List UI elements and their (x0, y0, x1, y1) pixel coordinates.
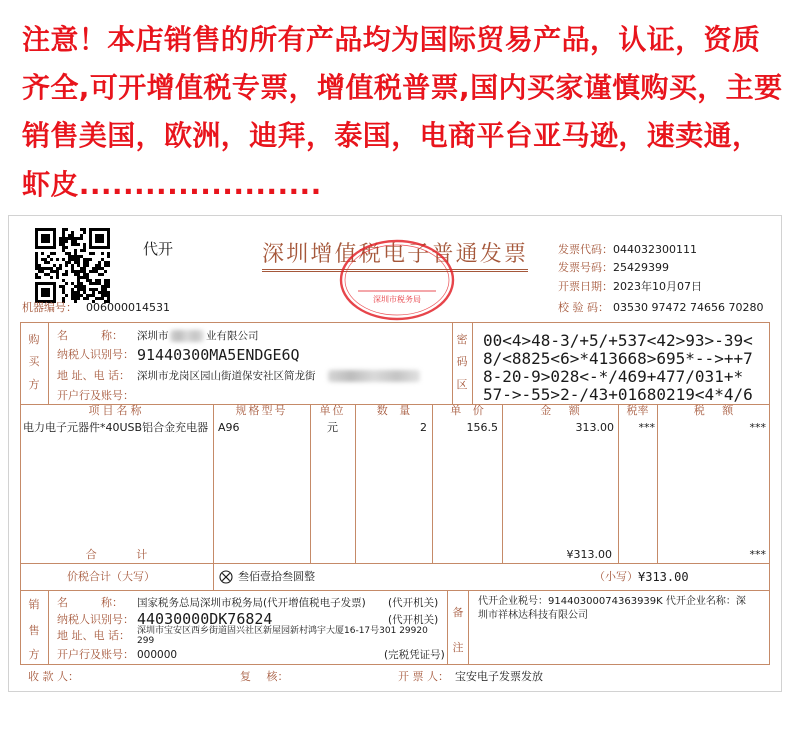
grand-total-figures: ¥313.00 (638, 570, 689, 584)
invoice-supervision-seal (338, 238, 456, 322)
check-code: 03530 97472 74656 70280 (613, 301, 764, 314)
cipher-section-label-char: 密 (456, 333, 468, 346)
invoice-number-label: 发票号码： (558, 261, 613, 274)
buyer-name-prefix: 深圳市 (137, 330, 169, 342)
seller-bank-label: 开户行及账号： (57, 648, 134, 661)
column-header-tax-amount: 税 额 (693, 404, 734, 417)
buyer-section-label-char: 方 (28, 378, 40, 391)
seal-inner-ring (345, 245, 449, 315)
seller-address-label: 地 址、电 话： (57, 629, 130, 642)
notice-line-3: 销售美国，欧洲，迪拜，泰国，电商平台亚马逊，速卖通， (22, 119, 761, 152)
cipher-line: 57->-55>2-/43+01680219<4*4/6 (483, 385, 753, 404)
subtotal-label: 合 计 (85, 548, 148, 561)
column-header-unit: 单位 (319, 404, 346, 417)
seller-section-label-char: 方 (28, 648, 40, 661)
buyer-name-suffix: 业有限公司 (206, 330, 259, 342)
machine-number-label: 机器编号： (22, 301, 77, 314)
remarks-section-label-char: 备 (452, 606, 464, 619)
remarks-section-label-char: 注 (452, 641, 464, 654)
seller-section-label-char: 销 (28, 598, 40, 611)
payee-label: 收 款 人： (28, 670, 79, 683)
seller-address-line: 299 (137, 636, 155, 646)
buyer-tax-id: 91440300MA5ENDGE6Q (137, 346, 300, 364)
remarks-line: 圳市祥林达科技有限公司 (478, 610, 588, 621)
column-header-tax-rate: 税率 (626, 404, 649, 417)
seller-name-label: 名 称： (57, 596, 123, 609)
item-tax-amount: *** (749, 421, 766, 434)
notice-line-2: 齐全,可开增值税专票，增值税普票,国内买家谨慎购买，主要 (22, 71, 783, 104)
reviewer-label: 复 核： (240, 670, 289, 683)
invoice-number: 25429399 (613, 261, 669, 274)
seller-tax-id-note: (代开机关) (388, 614, 439, 626)
machine-number: 006000014531 (86, 301, 170, 314)
notice-line-1: 注意！本店销售的所有产品均为国际贸易产品，认证，资质 (22, 23, 761, 56)
issue-date-label: 开票日期： (558, 280, 613, 293)
grand-total-in-words: 叁佰壹拾叁圆整 (238, 570, 315, 583)
buyer-section-label-char: 买 (28, 355, 40, 368)
seller-bank: 000000 (137, 649, 178, 661)
seller-tax-id: 44030000DK76824 (137, 610, 273, 628)
seller-address-line: 深圳市宝安区西乡街道固兴社区新屋园新村鸿宇大厦16-17号301 29920 (137, 626, 428, 636)
issuer-label: 开 票 人： (398, 670, 449, 683)
cipher-line: 8-20-9>028<-*/469+477/031+* (483, 367, 744, 386)
issuer-name: 宝安电子发票发放 (455, 670, 543, 683)
cipher-line: 00<4>48-3/+5/+537<42>93>-39< (483, 331, 753, 350)
column-header-item-name: 项目名称 (88, 404, 145, 417)
seller-tax-id-label: 纳税人识别号： (57, 613, 134, 626)
redacted-region (170, 330, 204, 342)
subtotal-amount: ¥313.00 (566, 548, 612, 561)
redacted-region (328, 370, 420, 382)
invoice-title: 深圳增值税电子普通发票 (262, 242, 529, 267)
item-unit-price: 156.5 (466, 421, 498, 434)
seller-name-note: (代开机关) (388, 597, 439, 609)
buyer-tax-id-label: 纳税人识别号： (57, 348, 134, 361)
grand-total-figures-label: （小写） (594, 570, 638, 583)
seal-outer-ring (341, 241, 453, 319)
check-code-label: 校 验 码： (558, 301, 609, 314)
seller-section-label-char: 售 (28, 624, 40, 637)
issue-date: 2023年10月07日 (613, 280, 702, 293)
item-quantity: 2 (420, 421, 427, 434)
remarks-line: 代开企业税号：91440300074363939K 代开企业名称：深 (478, 596, 746, 607)
item-spec: A96 (218, 421, 240, 434)
column-header-spec: 规格型号 (235, 404, 288, 417)
item-amount: 313.00 (575, 421, 614, 434)
notice-line-4: 虾皮...................... (22, 168, 322, 201)
buyer-name-label: 名 称： (57, 329, 123, 342)
column-header-unit-price: 单 价 (450, 404, 484, 417)
subtotal-tax: *** (749, 548, 766, 561)
qr-code (35, 228, 110, 303)
column-header-quantity: 数 量 (376, 404, 411, 417)
grand-total-label: 价税合计（大写） (67, 570, 155, 583)
buyer-section-label-char: 购 (28, 333, 40, 346)
seller-bank-note: (完税凭证号) (384, 649, 445, 661)
buyer-address: 深圳市龙岗区园山街道保安社区简龙街 (137, 370, 316, 382)
seal-text: 深圳市税务局 (373, 295, 421, 304)
invoice-code-label: 发票代码： (558, 243, 613, 256)
item-unit: 元 (327, 421, 338, 434)
buyer-address-label: 地 址、电 话： (57, 369, 130, 382)
item-tax-rate: *** (638, 421, 655, 434)
agent-issued-tag: 代开 (143, 240, 174, 258)
cipher-section-label-char: 区 (456, 378, 468, 391)
item-name: 电力电子元器件*40USB铝合金充电器 (23, 421, 209, 434)
invoice-code: 044032300111 (613, 243, 697, 256)
column-header-amount: 金 额 (540, 404, 580, 417)
seller-name: 国家税务总局深圳市税务局(代开增值税电子发票) (137, 597, 366, 609)
buyer-bank-label: 开户行及账号： (57, 389, 134, 402)
cipher-line: 8/<8825<6>*413668>695*-->++7 (483, 349, 753, 368)
cipher-section-label-char: 码 (456, 355, 468, 368)
circle-x-icon (219, 570, 233, 584)
